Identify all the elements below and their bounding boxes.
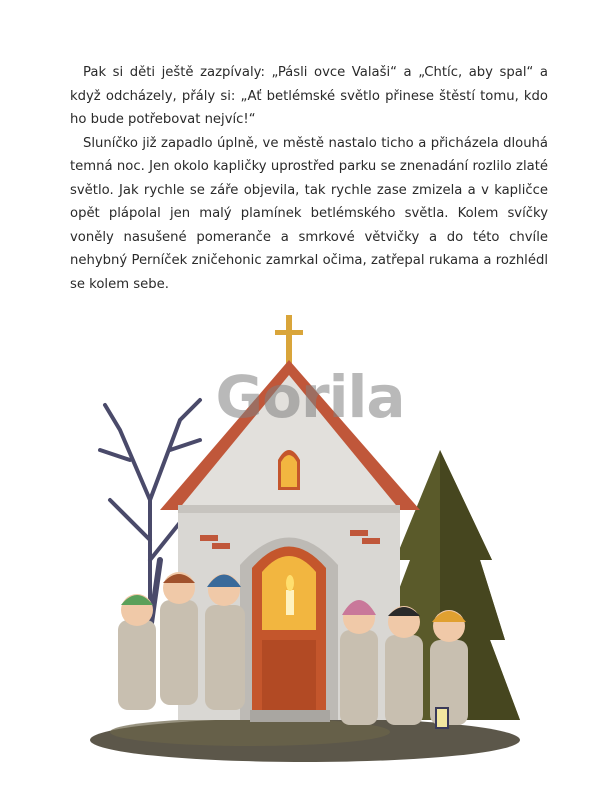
cross-icon [275,315,303,365]
lantern-icon [436,708,448,728]
candle-icon [286,575,294,615]
paragraph-1: Pak si děti ještě zazpívaly: „Pásli ovce Valaši“ a „Chtíc, aby spal“ a když odcházely, přály si: „Ať betlémské světlo přinese štěstí tomu, kdo ho bude potřebovat nejvíc!“ [70,65,548,127]
story-text [70,61,548,296]
watermark-logo: Gorila [215,363,405,431]
paragraph-2: Sluníčko již zapadlo úplně, ve městě nastalo ticho a přicházela dlouhá temná noc. Jen okolo kapličky uprostřed parku se znenadání rozlilo zlaté světlo. Jak rychle se záře objevila, tak rychle zase zmizela a v kapličce opět plápolal jen malý plamínek betlémského světla. Kolem svíčky voněly nasušené pomeranče a smrkové větvičky a do této chvíle nehybný Perníček zničehonic zamrkal očima, zatřepal rukama a rozhlédl se kolem sebe. [70,135,548,292]
